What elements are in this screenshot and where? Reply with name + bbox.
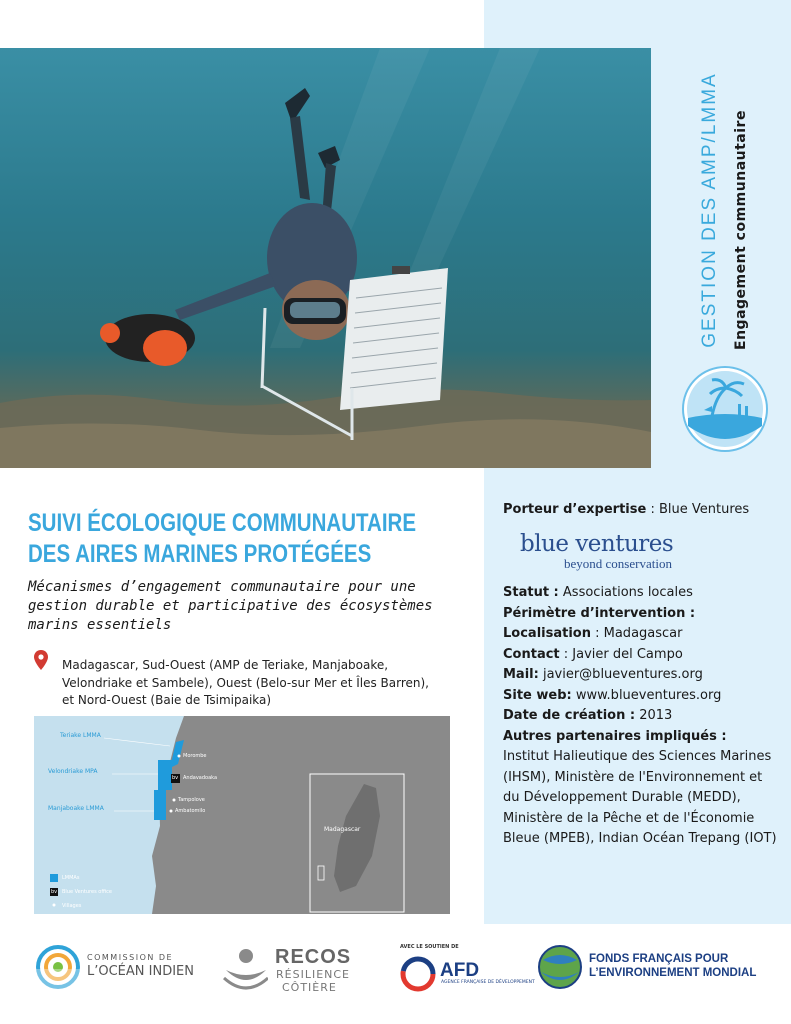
coi-name-line-2: L’OCÉAN INDIEN [87, 964, 194, 979]
location-pin-icon [34, 650, 48, 670]
website-value[interactable]: www.blueventures.org [571, 687, 722, 703]
porteur-value: : Blue Ventures [646, 502, 750, 517]
map-label-tampolove: Tampolove [178, 797, 205, 803]
contact-row [503, 645, 778, 666]
perimetre-row [503, 604, 778, 625]
mail-value[interactable]: javier@blueventures.org [538, 667, 703, 682]
afd-name: AFD [440, 960, 480, 981]
map-label-morombe: Morombe [183, 753, 207, 759]
map-label-ambatomilo: Ambatomilo [175, 808, 206, 814]
vertical-subtitle: Engagement communautaire [733, 110, 749, 350]
date-row [503, 706, 778, 727]
map-label-manjaboake: Manjaboake LMMA [48, 805, 104, 812]
statut-value: Associations locales [558, 585, 693, 600]
ffem-name-line-1: FONDS FRANÇAIS POUR [589, 953, 729, 965]
perimetre-label: Périmètre d’intervention : [503, 605, 696, 621]
vertical-title-box [690, 60, 730, 360]
recos-name: RECOS [275, 946, 352, 968]
partners-row [503, 727, 778, 748]
statut-label: Statut : [503, 585, 559, 600]
mail-row [503, 665, 778, 686]
map-graphic [34, 716, 450, 914]
map-legend-village: Villages [62, 903, 82, 909]
location-text [62, 657, 452, 710]
vertical-subtitle-box [728, 110, 754, 350]
localisation-value: : Madagascar [590, 626, 683, 641]
location-line-3: et Nord-Ouest (Baie de Tsimipaika) [62, 693, 272, 707]
recos-line-3: CÔTIÈRE [282, 981, 337, 994]
map-label-madagascar: Madagascar [324, 826, 361, 833]
map-legend-bv-badge: bv [51, 889, 58, 895]
localisation-label: Localisation [503, 626, 591, 641]
map-label-teriake: Teriake LMMA [60, 732, 101, 739]
map-label-andavadoaka: Andavadoaka [183, 775, 218, 781]
afd-logo-icon [400, 956, 436, 992]
info-details [503, 583, 778, 850]
page-title-line-2: DES AIRES MARINES PROTÉGÉES [28, 540, 372, 568]
map-legend-lmma: LMMAs [62, 875, 80, 881]
blue-ventures-logo-name: blue ventures [520, 531, 674, 557]
location-line-1: Madagascar, Sud-Ouest (AMP de Teriake, Manjaboake, [62, 658, 389, 672]
website-row [503, 686, 778, 707]
statut-row [503, 583, 778, 604]
recos-logo-icon [222, 946, 268, 990]
partners-value: Institut Halieutique des Sciences Marines (IHSM), Ministère de l'Environnement et du Développement Durable (MEDD), Ministère de la Pêche et de l'Économie Bleue (MPEB), Indian Océan Trepang (IOT) [503, 749, 777, 846]
blue-ventures-logo [520, 531, 720, 575]
ffem-logo-icon [537, 942, 583, 992]
afd-subtitle: AGENCE FRANÇAISE DE DÉVELOPPEMENT [441, 980, 535, 985]
page-subtitle: Mécanismes d’engagement communautaire pour une gestion durable et participative des écosystèmes marins essentiels [28, 579, 433, 633]
date-value: 2013 [635, 708, 673, 723]
partners-label: Autres partenaires impliqués : [503, 728, 727, 744]
location-map [34, 716, 450, 914]
porteur-row [503, 500, 773, 521]
map-label-velondriake: Velondriake MPA [48, 768, 98, 775]
date-label: Date de création : [503, 708, 636, 723]
recos-line-2: RÉSILIENCE [276, 968, 351, 981]
website-label: Site web: [503, 687, 572, 703]
map-legend-bv: Blue Ventures office [62, 889, 112, 895]
blue-ventures-logo-tagline: beyond conservation [564, 556, 672, 571]
island-logo-icon [682, 366, 768, 452]
mail-label: Mail: [503, 667, 539, 682]
contact-value: : Javier del Campo [559, 646, 683, 662]
hero-photo [0, 48, 651, 468]
coi-name-line-1: COMMISSION DE [87, 953, 174, 962]
afd-support-text: AVEC LE SOUTIEN DE [400, 944, 459, 950]
porteur-label: Porteur d’expertise [503, 502, 647, 517]
location-line-2: Velondriake et Sambele), Ouest (Belo-sur Mer et Îles Barren), [62, 675, 429, 690]
page-title [28, 508, 417, 570]
map-bv-badge: bv [172, 775, 179, 781]
coi-logo-icon [36, 945, 80, 989]
vertical-title: GESTION DES AMP/LMMA [699, 72, 720, 348]
contact-label: Contact [503, 646, 560, 662]
page-title-line-1: SUIVI ÉCOLOGIQUE COMMUNAUTAIRE [28, 509, 417, 537]
localisation-row [503, 624, 778, 645]
ffem-name-line-2: L’ENVIRONNEMENT MONDIAL [589, 967, 757, 979]
